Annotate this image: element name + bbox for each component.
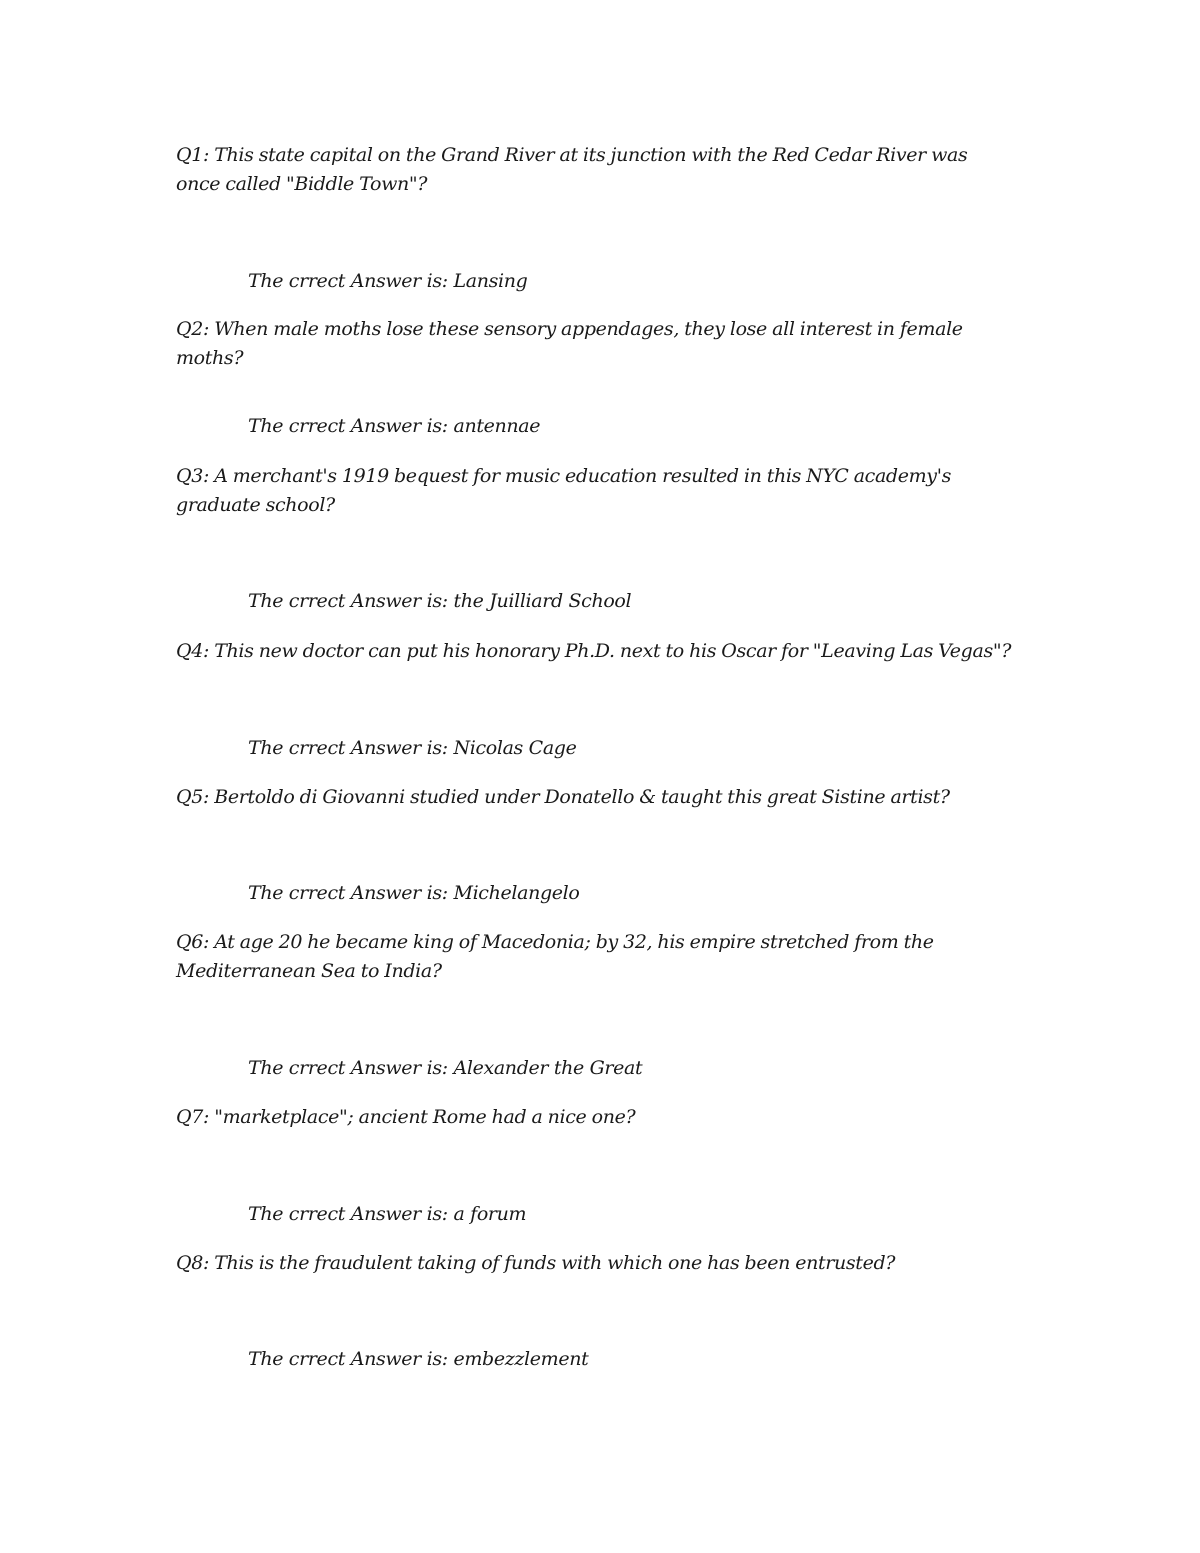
qa-item-5 [176,783,1016,904]
qa-item-6 [176,928,1016,1079]
question-1: Q1: This state capital on the Grand River at its junction with the Red Cedar River was once called "Biddle Town"? [176,144,968,195]
answer-6: The crrect Answer is: Alexander the Great [248,1057,643,1079]
answer-7: The crrect Answer is: a forum [248,1203,527,1225]
qa-item-2 [176,315,1016,437]
question-5: Q5: Bertoldo di Giovanni studied under Donatello & taught this great Sistine artist? [176,786,950,808]
question-2: Q2: When male moths lose these sensory appendages, they lose all interest in female moths? [176,318,963,369]
answer-3: The crrect Answer is: the Juilliard School [248,590,632,612]
qa-item-4 [176,637,1016,759]
answer-2: The crrect Answer is: antennae [248,415,541,437]
question-4: Q4: This new doctor can put his honorary Ph.D. next to his Oscar for "Leaving Las Vegas"? [176,640,1012,662]
question-8: Q8: This is the fraudulent taking of funds with which one has been entrusted? [176,1252,896,1274]
answer-5: The crrect Answer is: Michelangelo [248,882,580,904]
question-7: Q7: "marketplace"; ancient Rome had a nice one? [176,1106,636,1128]
answer-8: The crrect Answer is: embezzlement [248,1348,589,1370]
qa-item-8 [176,1249,1016,1370]
question-3: Q3: A merchant's 1919 bequest for music education resulted in this NYC academy's graduate school? [176,465,951,516]
question-6: Q6: At age 20 he became king of Macedonia; by 32, his empire stretched from the Mediterranean Sea to India? [176,931,934,982]
qa-item-7 [176,1103,1016,1225]
qa-item-3 [176,462,1016,612]
answer-1: The crrect Answer is: Lansing [248,270,528,292]
answer-4: The crrect Answer is: Nicolas Cage [248,737,577,759]
qa-item-1 [176,141,1016,292]
